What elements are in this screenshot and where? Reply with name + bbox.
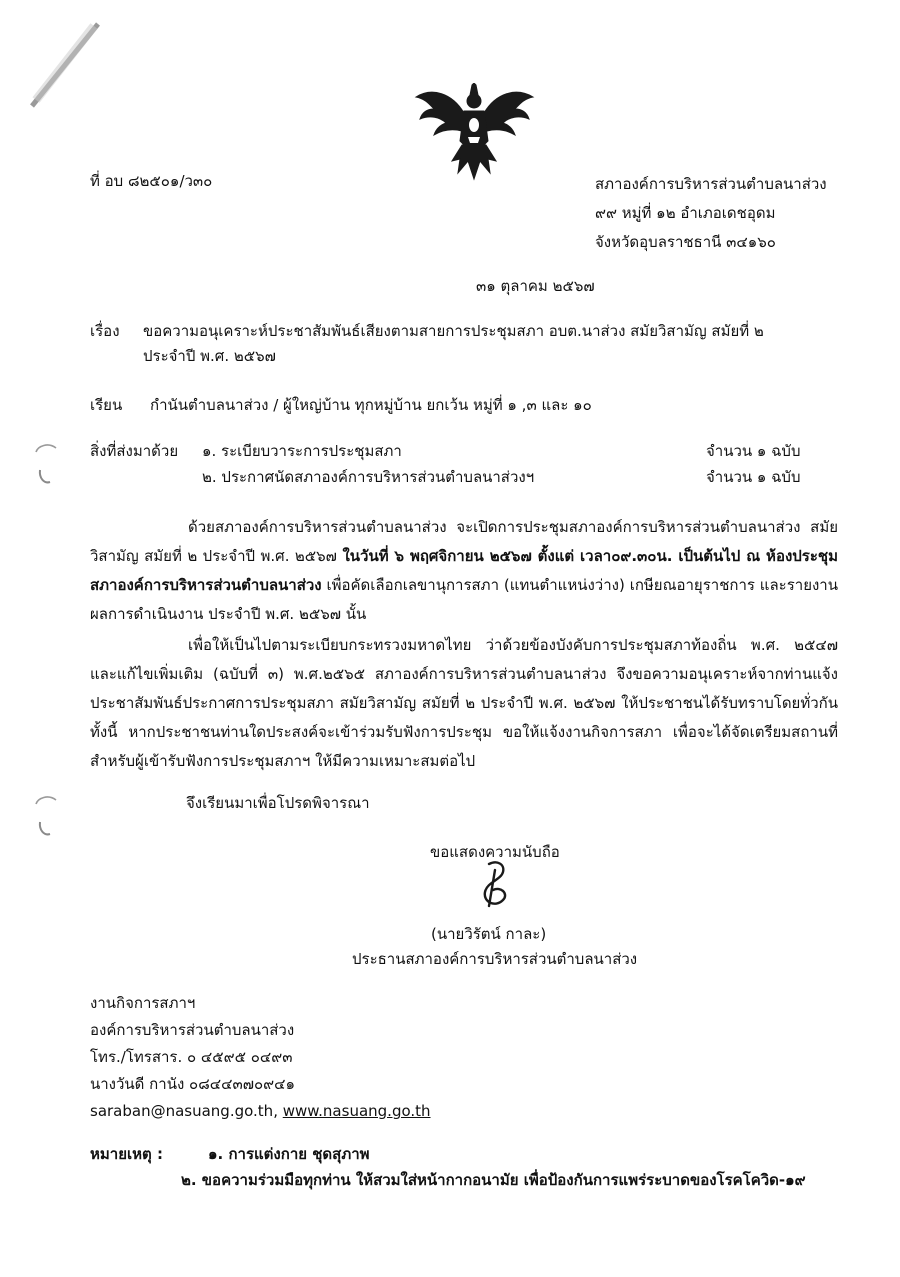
signature (473, 858, 517, 910)
sender-address (595, 170, 827, 257)
sender-province: จังหวัดอุบลราชธานี ๓๔๑๖๐ (595, 233, 776, 251)
enclosure-qty: จำนวน ๑ ฉบับ (706, 468, 801, 486)
contact-email[interactable]: saraban@nasuang.go.th (90, 1102, 274, 1120)
to-label: เรียน (90, 396, 123, 414)
sender-street: ๙๙ หมู่ที่ ๑๒ อำเภอเดชอุดม (595, 204, 776, 222)
contact-person: นางวันดี กานัง ๐๘๔๔๓๗๐๙๔๑ (90, 1075, 296, 1093)
punch-hole-mark (34, 440, 58, 486)
enclosure-qty: จำนวน ๑ ฉบับ (706, 442, 801, 460)
paragraph-2-text: เพื่อให้เป็นไปตามระเบียบกระทรวงมหาดไทย ว่าด้วยข้องบังคับการประชุมสภาท้องถิ่น พ.ศ. ๒๕๔๗ และแก้ไขเพิ่มเติม (ฉบับที่ ๓) พ.ศ.๒๕๖๕ สภาองค์การบริหารส่วนตำบลนาส่วง จึงขอความอนุเคราะห์จากท่านแจ้งประชาสัมพันธ์ประกาศการประชุมสภา สมัยวิสามัญ สมัยที่ ๒ ประจำปี พ.ศ. ๒๕๖๗ ให้ประชาชนได้รับทราบโดยทั่วกัน ทั้งนี้ หากประชาชนท่านใดประสงค์จะเข้าร่วมรับฟังการประชุม ขอให้แจ้งงานกิจการสภา เพื่อจะได้จัดเตรียมสถานที่สำหรับผู้เข้ารับฟังการประชุมสภาฯ ให้มีความเหมาะสมต่อไป (90, 636, 838, 770)
contact-organization: องค์การบริหารส่วนตำบลนาส่วง (90, 1021, 295, 1039)
contact-phone-fax: โทร./โทรสาร. ๐ ๔๕๙๕ ๐๔๙๓ (90, 1048, 293, 1066)
enclosure-item: ๒. ประกาศนัดสภาองค์การบริหารส่วนตำบลนาส่วงฯ (202, 468, 535, 486)
body-paragraph-2 (90, 631, 838, 776)
enclosures-label: สิ่งที่ส่งมาด้วย (90, 442, 179, 460)
paragraph-1-intro: ด้วยสภาองค์การบริหารส่วนตำบลนาส่วง จะเปิดการประชุมสภาองค์การบริหารส่วนตำบลนาส่วง สมัยวิสามัญ สมัยที่ ๒ ประจำปี พ.ศ. ๒๕๖๗ (90, 518, 838, 565)
signatory-name: (นายวิรัตน์ กาละ) (431, 925, 547, 943)
paragraph-1-purpose: เพื่อคัดเลือกเลขานุการสภา (แทนตำแหน่งว่าง) เกษียณอายุราชการ และรายงานผลการดำเนินงาน ประจำปี พ.ศ. ๒๕๖๗ นั้น (90, 576, 838, 623)
subject-line-1: ขอความอนุเคราะห์ประชาสัมพันธ์เสียงตามสายการประชุมสภา อบต.นาส่วง สมัยวิสามัญ สมัยที่ ๒ (143, 322, 764, 340)
document-number: ที่ อบ ๘๒๕๐๑/ว๓๐ (90, 172, 213, 190)
body-paragraph-1 (90, 513, 838, 629)
contact-block (90, 990, 431, 1125)
website-link[interactable]: www.nasuang.go.th (282, 1102, 431, 1120)
closing-regards: ขอแสดงความนับถือ (430, 843, 560, 861)
subject-line-2: ประจำปี พ.ศ. ๒๕๖๗ (143, 347, 276, 365)
scan-corner-mark (28, 22, 102, 112)
remark-item-2: ๒. ขอความร่วมมือทุกท่าน ให้สวมใส่หน้ากากอนามัย เพื่อป้องกันการแพร่ระบาดของโรคโควิด-๑๙ (181, 1171, 806, 1189)
remarks-label: หมายเหตุ : (90, 1145, 163, 1163)
garuda-emblem-icon (412, 83, 537, 183)
sender-org: สภาองค์การบริหารส่วนตำบลนาส่วง (595, 175, 827, 193)
punch-hole-mark (34, 792, 58, 838)
remark-item-1: ๑. การแต่งกาย ชุดสุภาพ (208, 1145, 370, 1163)
subject-label: เรื่อง (90, 322, 120, 340)
body-paragraph-3: จึงเรียนมาเพื่อโปรดพิจารณา (186, 794, 370, 812)
contact-web-line (90, 1098, 431, 1125)
to-recipients: กำนันตำบลนาส่วง / ผู้ใหญ่บ้าน ทุกหมู่บ้าน ยกเว้น หมู่ที่ ๑ ,๓ และ ๑๐ (150, 396, 592, 414)
enclosure-item: ๑. ระเบียบวาระการประชุมสภา (202, 442, 402, 460)
contact-department: งานกิจการสภาฯ (90, 994, 196, 1012)
signatory-position: ประธานสภาองค์การบริหารส่วนตำบลนาส่วง (352, 950, 638, 968)
document-date: ๓๑ ตุลาคม ๒๕๖๗ (476, 277, 595, 295)
paragraph-1-meeting-time: ในวันที่ ๖ พฤศจิกายน ๒๕๖๗ ตั้งแต่ เวลา๐๙.๓๐น. เป็นต้นไป ณ ห้องประชุมสภาองค์การบริหารส่วนตำบลนาส่วง (90, 547, 838, 594)
contact-separator: , (273, 1102, 283, 1120)
